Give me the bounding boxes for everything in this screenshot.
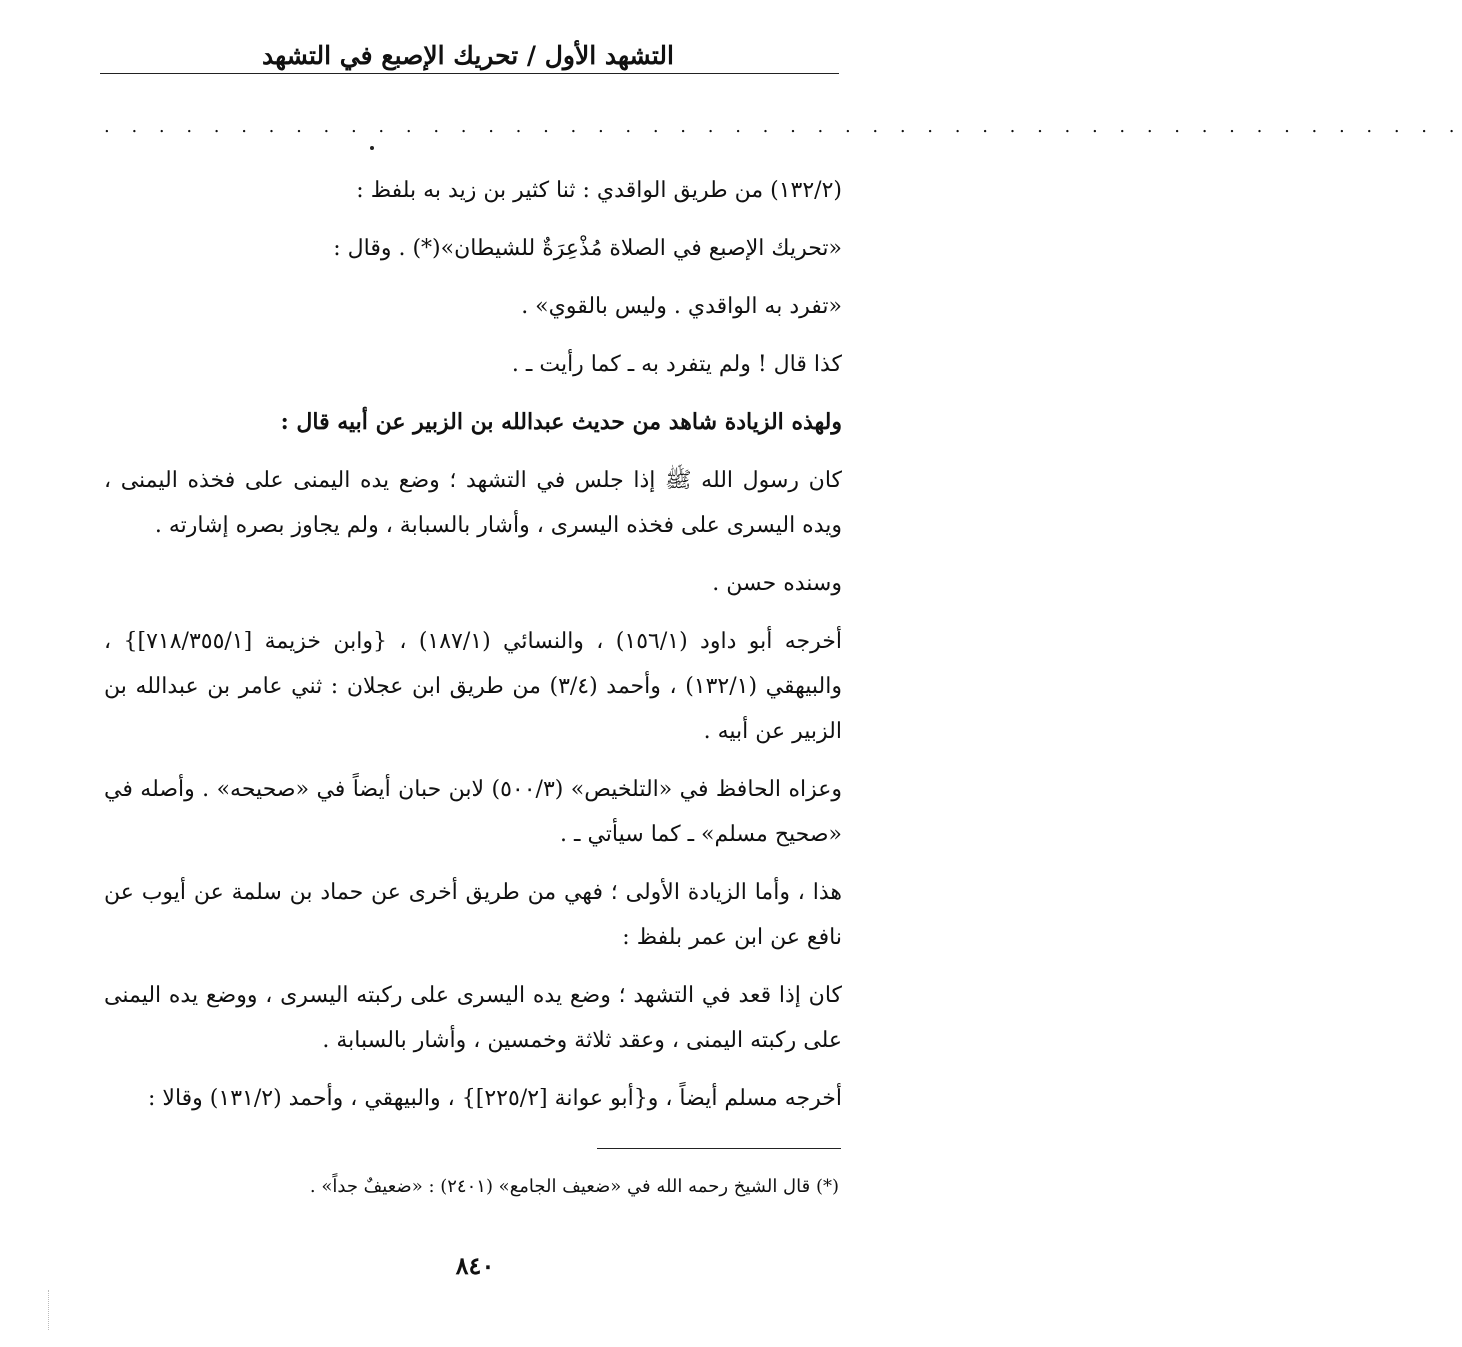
footnote: (*) قال الشيخ رحمه الله في «ضعيف الجامع» (٢٤٠١) : «ضعيفٌ جداً» . bbox=[309, 1176, 839, 1197]
scan-artifact bbox=[48, 1290, 57, 1330]
paragraph: كان إذا قعد في التشهد ؛ وضع يده اليسرى على ركبته اليسرى ، ووضع يده اليمنى على ركبته اليمنى ، وعقد ثلاثة وخمسين ، وأشار بالسبابة . bbox=[104, 983, 842, 1053]
paragraph: هذا ، وأما الزيادة الأولى ؛ فهي من طريق أخرى عن حماد بن سلمة عن أيوب عن نافع عن ابن عمر بلفظ : bbox=[104, 880, 842, 950]
page-number: ٨٤٠ bbox=[455, 1251, 495, 1280]
main-text bbox=[104, 168, 842, 1134]
running-header: التشهد الأول / تحريك الإصبع في التشهد bbox=[262, 41, 674, 70]
paragraph: كذا قال ! ولم يتفرد به ـ كما رأيت ـ . bbox=[511, 352, 842, 377]
dotted-separator: . . . . . . . . . . . . . . . . . . . . . . . . . . . . . . . . . . . . . . . . . . . . . . . . . . bbox=[104, 116, 1462, 137]
paragraph: (١٣٢/٢) من طريق الواقدي : ثنا كثير بن زيد به بلفظ : bbox=[356, 178, 842, 203]
paragraph: «تفرد به الواقدي . وليس بالقوي» . bbox=[521, 294, 842, 319]
paragraph: وعزاه الحافظ في «التلخيص» (٥٠٠/٣) لابن حبان أيضاً في «صحيحه» . وأصله في «صحيح مسلم» ـ كما سيأتي ـ . bbox=[104, 777, 842, 847]
paragraph: أخرجه أبو داود (١٥٦/١) ، والنسائي (١٨٧/١) ، {وابن خزيمة [٧١٨/٣٥٥/١]} ، والبيهقي (١٣٢/١) ، وأحمد (٣/٤) من طريق ابن عجلان : ثني عامر بن عبدالله بن الزبير عن أبيه . bbox=[104, 629, 842, 744]
paragraph: أخرجه مسلم أيضاً ، و{أبو عوانة [٢٢٥/٢]} ، والبيهقي ، وأحمد (١٣١/٢) وقالا : bbox=[148, 1086, 842, 1111]
header-rule bbox=[100, 73, 839, 74]
paragraph: ولهذه الزيادة شاهد من حديث عبدالله بن الزبير عن أبيه قال : bbox=[280, 409, 842, 435]
paragraph: وسنده حسن . bbox=[712, 571, 842, 596]
paragraph: «تحريك الإصبع في الصلاة مُذْعِرَةٌ للشيطان»(*) . وقال : bbox=[333, 236, 842, 261]
paragraph: كان رسول الله ﷺ إذا جلس في التشهد ؛ وضع يده اليمنى على فخذه اليمنى ، ويده اليسرى على فخذه اليسرى ، وأشار بالسبابة ، ولم يجاوز بصره إشارته . bbox=[104, 468, 842, 538]
footnote-rule bbox=[597, 1148, 841, 1149]
stray-dot bbox=[370, 146, 374, 150]
